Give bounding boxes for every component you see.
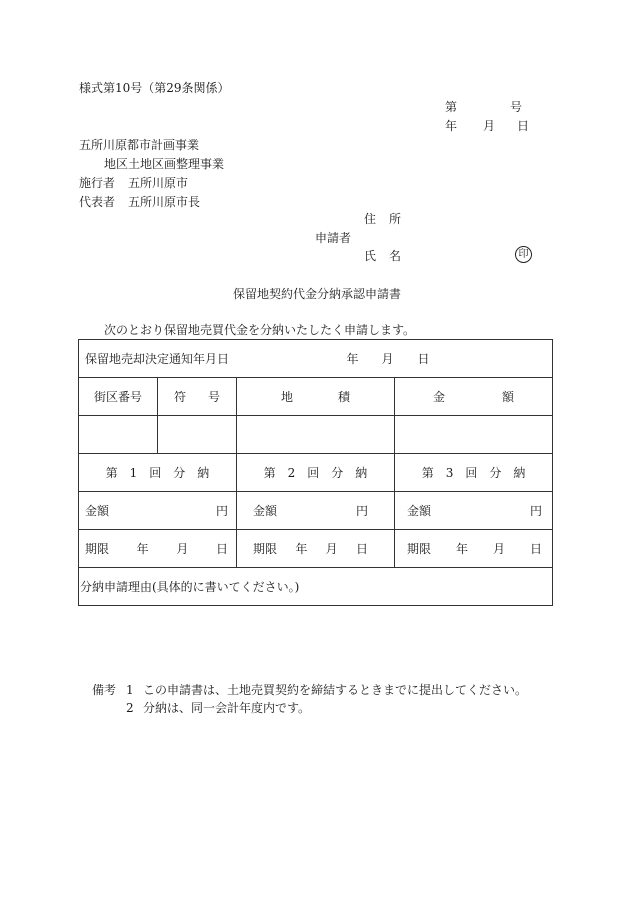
header-code-2: 号 xyxy=(207,390,220,404)
land-entry-row xyxy=(79,416,553,454)
remark-1-text: この申請書は、土地売買契約を締結するときまでに提出してください。 xyxy=(143,683,528,697)
header-code xyxy=(158,378,237,416)
reason-cell[interactable] xyxy=(79,568,553,606)
due-day-1: 日 xyxy=(215,542,228,556)
executor-value: 五所川原市 xyxy=(128,176,189,190)
column-header-row xyxy=(79,378,553,416)
header-amount-1: 金 xyxy=(433,390,446,404)
project-line-2: 地区土地区画整理事業 xyxy=(104,157,225,171)
reason-row xyxy=(79,568,553,606)
due-day-2: 日 xyxy=(355,542,368,556)
representative-value: 五所川原市長 xyxy=(128,195,201,209)
remark-2-text: 分納は、同一会計年度内です。 xyxy=(143,701,311,715)
due-label-3: 期限 xyxy=(407,542,432,556)
installment-amount-row xyxy=(79,492,553,530)
due-month-2: 月 xyxy=(325,542,338,556)
installment-1-label: 第 1 回 分 納 xyxy=(79,454,237,492)
amount-label-1: 金額 xyxy=(85,504,110,518)
installment-header-row xyxy=(79,454,553,492)
remarks-label: 備考 xyxy=(92,683,117,697)
installment-3-label: 第 3 回 分 納 xyxy=(395,454,553,492)
due-month-3: 月 xyxy=(493,542,506,556)
yen-3: 円 xyxy=(530,504,543,518)
header-area-2: 積 xyxy=(337,390,350,404)
yen-1: 円 xyxy=(215,504,228,518)
executor-label: 施行者 xyxy=(79,176,116,190)
notice-year: 年 xyxy=(346,352,359,366)
representative-label: 代表者 xyxy=(79,195,116,209)
header-block-number: 街区番号 xyxy=(79,378,158,416)
installment-1-amount[interactable] xyxy=(79,492,237,530)
applicant-label: 申請者 xyxy=(315,231,352,245)
form-number: 様式第10号（第29条関係） xyxy=(79,81,230,95)
header-code-1: 符 xyxy=(174,390,187,404)
installment-2-label: 第 2 回 分 納 xyxy=(237,454,395,492)
code-input[interactable] xyxy=(158,416,237,454)
amount-label-2: 金額 xyxy=(253,504,278,518)
remark-1-num: 1 xyxy=(126,683,134,697)
application-table xyxy=(78,339,553,606)
header-area xyxy=(237,378,395,416)
yen-2: 円 xyxy=(355,504,368,518)
due-month-1: 月 xyxy=(176,542,189,556)
address-label-2: 所 xyxy=(389,212,402,226)
notice-date-row xyxy=(79,340,553,378)
block-number-input[interactable] xyxy=(79,416,158,454)
notice-month: 月 xyxy=(381,352,394,366)
remark-2-num: 2 xyxy=(126,701,134,715)
due-year-2: 年 xyxy=(295,542,308,556)
date-day: 日 xyxy=(517,119,530,133)
due-year-3: 年 xyxy=(456,542,469,556)
area-input[interactable] xyxy=(237,416,395,454)
name-label-2: 名 xyxy=(389,249,402,263)
due-year-1: 年 xyxy=(136,542,149,556)
reason-label: 分納申請理由(具体的に書いてください。) xyxy=(80,580,300,594)
address-label-1: 住 xyxy=(364,212,377,226)
installment-due-row xyxy=(79,530,553,568)
due-label-1: 期限 xyxy=(85,542,110,556)
due-label-2: 期限 xyxy=(253,542,278,556)
document-title: 保留地契約代金分納承認申請書 xyxy=(233,287,402,301)
installment-3-due[interactable] xyxy=(395,530,553,568)
project-line-1: 五所川原都市計画事業 xyxy=(79,138,200,152)
date-year: 年 xyxy=(445,119,458,133)
seal-mark: 印 xyxy=(515,246,532,263)
notice-date-cell[interactable] xyxy=(79,340,553,378)
header-amount-2: 額 xyxy=(502,390,515,404)
doc-number-suffix: 号 xyxy=(510,100,523,114)
installment-2-amount[interactable] xyxy=(237,492,395,530)
amount-label-3: 金額 xyxy=(407,504,432,518)
header-amount xyxy=(395,378,553,416)
installment-3-amount[interactable] xyxy=(395,492,553,530)
due-day-3: 日 xyxy=(530,542,543,556)
installment-1-due[interactable] xyxy=(79,530,237,568)
intro-text: 次のとおり保留地売買代金を分納いたしたく申請します。 xyxy=(104,323,416,337)
notice-date-label: 保留地売却決定通知年月日 xyxy=(85,352,230,366)
date-month: 月 xyxy=(483,119,496,133)
name-label-1: 氏 xyxy=(364,249,377,263)
installment-2-due[interactable] xyxy=(237,530,395,568)
header-area-1: 地 xyxy=(281,390,294,404)
notice-day: 日 xyxy=(417,352,430,366)
doc-number-prefix: 第 xyxy=(445,100,458,114)
amount-input[interactable] xyxy=(395,416,553,454)
